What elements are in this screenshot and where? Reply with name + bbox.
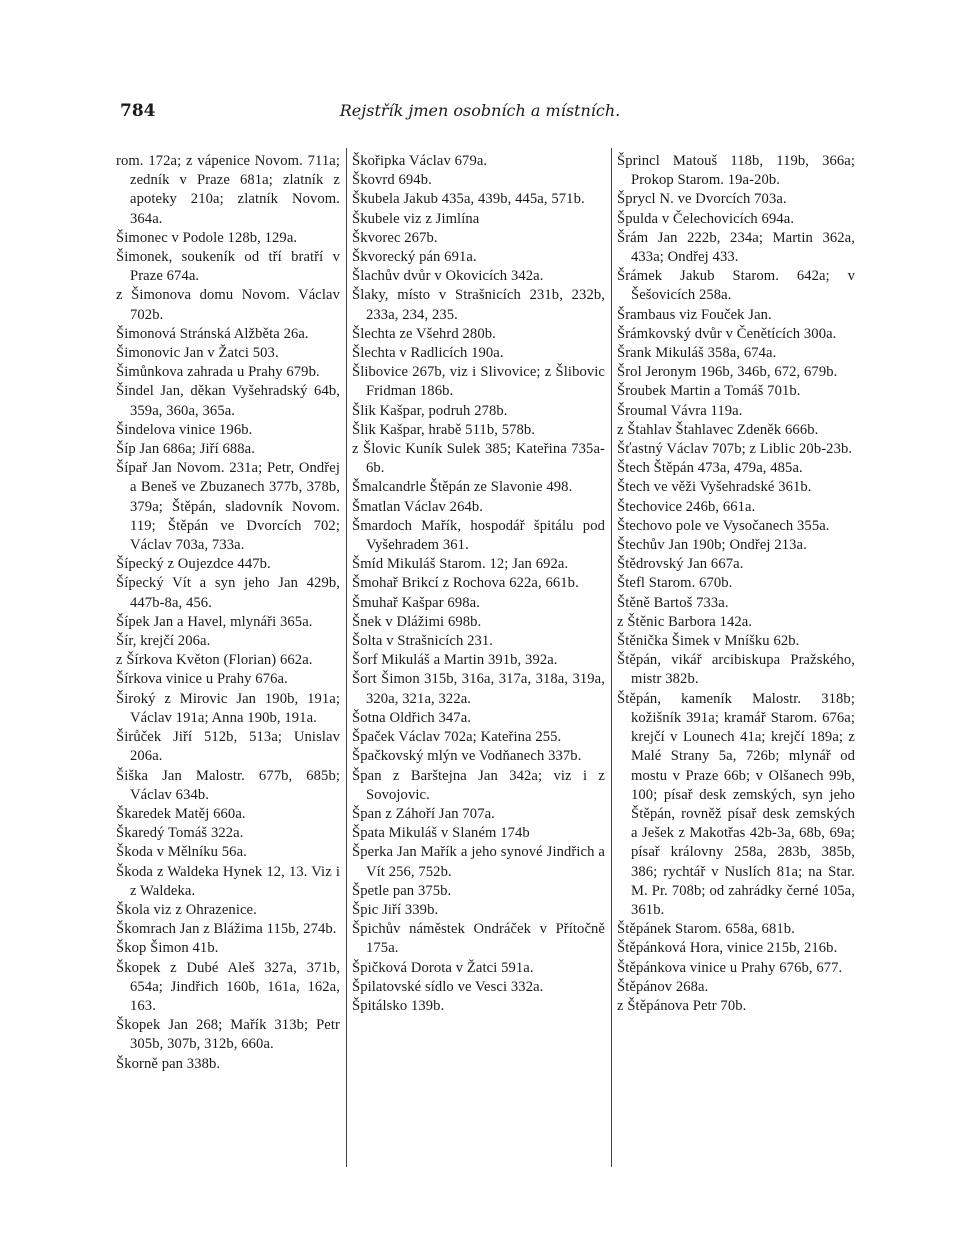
- index-entry: Šírkova vinice u Prahy 676a.: [116, 671, 288, 688]
- index-entry: Škvorec 267b.: [352, 229, 438, 246]
- index-entry: Šindel Jan, děkan Vyšehradský 64b, 359a, 360a, 365a.: [116, 383, 340, 419]
- index-entry: Štěně Bartoš 733a.: [617, 594, 729, 611]
- index-entry: Štěpánek Starom. 658a, 681b.: [617, 921, 795, 938]
- index-entry: Šprincl Matouš 118b, 119b, 366a; Prokop Starom. 19a-20b.: [617, 153, 855, 189]
- index-entry: Šrámek Jakub Starom. 642a; v Šešovicích 258a.: [617, 268, 855, 304]
- index-entry: Šlik Kašpar, podruh 278b.: [352, 402, 508, 419]
- index-entry: Špačkovský mlýn ve Vodňanech 337b.: [352, 748, 582, 765]
- index-entry: Šimůnkova zahrada u Prahy 679b.: [116, 364, 320, 381]
- index-entry: Špičková Dorota v Žatci 591a.: [352, 959, 534, 976]
- index-entry: Štech ve věži Vyšehradské 361b.: [617, 479, 812, 496]
- index-entry: Šimonek, soukeník od tří bratří v Praze 674a.: [116, 249, 340, 285]
- index-entry: Široký z Mirovic Jan 190b, 191a; Václav 191a; Anna 190b, 191a.: [116, 690, 340, 726]
- index-entry: Šmíd Mikuláš Starom. 12; Jan 692a.: [352, 556, 569, 573]
- index-entry: Šípecký Vít a syn jeho Jan 429b, 447b-8a, 456.: [116, 575, 340, 611]
- index-entry: Škopek z Dubé Aleš 327a, 371b, 654a; Jindřich 160b, 161a, 162a, 163.: [116, 959, 340, 1014]
- index-entry: Škoda v Mělníku 56a.: [116, 844, 247, 861]
- index-entry: Špitálsko 139b.: [352, 997, 445, 1014]
- index-entry: z Šírkova Květon (Florian) 662a.: [116, 652, 313, 669]
- index-entry: Šlik Kašpar, hrabě 511b, 578b.: [352, 421, 536, 438]
- index-entry: Štech Štěpán 473a, 479a, 485a.: [617, 460, 803, 477]
- index-entry: Škořipka Václav 679a.: [352, 153, 488, 169]
- index-entry: Štěpánková Hora, vinice 215b, 216b.: [617, 940, 838, 957]
- index-column-middle: [352, 152, 605, 1016]
- index-entry: Šort Šimon 315b, 316a, 317a, 318a, 319a, 320a, 321a, 322a.: [352, 671, 605, 707]
- index-entry: Šrám Jan 222b, 234a; Martin 362a, 433a; Ondřej 433.: [617, 229, 855, 266]
- index-entry: Škaredý Tomáš 322a.: [116, 825, 244, 842]
- index-entry: Šípař Jan Novom. 231a; Petr, Ondřej a Beneš ve Zbuzanech 377b, 378b, 379a; Štěpán, sladovník Novom. 119; Štěpán ve Dvorcích 702; Václav 703a, 733a.: [116, 460, 340, 554]
- index-entry: Šmohař Brikcí z Rochova 622a, 661b.: [352, 575, 579, 592]
- column-divider: [346, 148, 347, 1167]
- index-entry: Špan z Záhoří Jan 707a.: [352, 805, 495, 822]
- index-entry: Štěpán, kameník Malostr. 318b; kožišník 391a; kramář Starom. 676a; krejčí v Lounech 41a; krejčí 189a; z Malé Strany 5a, 726b; mlynář od mostu v Praze 66b; v Olšanech 99b, 100; písař desk zemských, syn jeho Štěpán, rovněž písař desk zemských a Ješek z Makotřas 42b-3a, 68b, 69a; písař královny 258a, 283b, 385b, 386; rychtář v Nuslích 81a; na Star. M. Pr. 708b; od zahrádky černé 105a, 361b.: [617, 690, 855, 918]
- index-entry: Šorf Mikuláš a Martin 391b, 392a.: [352, 652, 558, 669]
- index-entry: Šrambaus viz Fouček Jan.: [617, 306, 772, 323]
- index-column-right: [617, 152, 855, 1016]
- index-entry: Šprycl N. ve Dvorcích 703a.: [617, 191, 787, 208]
- index-entry: Šlaky, místo v Strašnicích 231b, 232b, 233a, 234, 235.: [352, 287, 605, 323]
- index-entry: Škaredek Matěj 660a.: [116, 805, 246, 822]
- index-entry: Šlibovice 267b, viz i Slivovice; z Šlibovic Fridman 186b.: [352, 364, 605, 400]
- index-entry: Šlechta v Radlicích 190a.: [352, 345, 504, 362]
- index-entry: rom. 172a; z vápenice Novom. 711a; zedník v Praze 681a; zlatník z apoteky 210a; zlatník Novom. 364a.: [116, 153, 340, 227]
- index-entry: z Štěpánova Petr 70b.: [617, 997, 747, 1014]
- index-entry: z Štěnic Barbora 142a.: [617, 613, 753, 630]
- index-entry: Špaček Václav 702a; Kateřina 255.: [352, 729, 562, 746]
- index-entry: Šiška Jan Malostr. 677b, 685b; Václav 634b.: [116, 767, 340, 803]
- index-entry: Škoda z Waldeka Hynek 12, 13. Viz i z Waldeka.: [116, 863, 340, 899]
- index-entry: Štěpánkova vinice u Prahy 676b, 677.: [617, 959, 843, 976]
- index-entry: Štechovice 246b, 661a.: [617, 498, 756, 515]
- index-entry: Šimonová Stránská Alžběta 26a.: [116, 325, 309, 342]
- index-entry: Škorně pan 338b.: [116, 1055, 221, 1072]
- index-entry: Šmalcandrle Štěpán ze Slavonie 498.: [352, 479, 573, 496]
- index-entry: Šrank Mikuláš 358a, 674a.: [617, 345, 777, 362]
- index-entry: Špic Jiří 339b.: [352, 901, 439, 918]
- index-entry: Šíp Jan 686a; Jiří 688a.: [116, 441, 256, 458]
- index-entry: Špichův náměstek Ondráček v Přítočně 175a.: [352, 921, 605, 957]
- index-entry: Šípecký z Oujezdce 447b.: [116, 556, 271, 573]
- index-entry: Štěnička Šimek v Mníšku 62b.: [617, 633, 800, 650]
- index-entry: Špan z Barštejna Jan 342a; viz i z Sovojovic.: [352, 767, 605, 803]
- index-entry: Šotna Oldřich 347a.: [352, 709, 472, 726]
- index-entry: Šmatlan Václav 264b.: [352, 498, 484, 515]
- index-entry: Šroubek Martin a Tomáš 701b.: [617, 383, 801, 400]
- index-entry: Škubele viz z Jimlína: [352, 210, 480, 227]
- index-entry: Šťastný Václav 707b; z Liblic 20b-23b.: [617, 441, 853, 458]
- column-divider: [611, 148, 612, 1167]
- index-entry: Šimonec v Podole 128b, 129a.: [116, 229, 298, 246]
- index-entry: Škovrd 694b.: [352, 172, 432, 189]
- index-column-left: [116, 152, 340, 1074]
- index-entry: Širůček Jiří 512b, 513a; Unislav 206a.: [116, 729, 340, 765]
- index-entry: Štědrovský Jan 667a.: [617, 556, 744, 573]
- index-entry: Šípek Jan a Havel, mlynáři 365a.: [116, 613, 313, 630]
- index-entry: Šrámkovský dvůr v Čenětících 300a.: [617, 325, 837, 342]
- index-entry: Špetle pan 375b.: [352, 882, 452, 899]
- index-entry: Štechův Jan 190b; Ondřej 213a.: [617, 537, 807, 554]
- index-entry: Šrol Jeronym 196b, 346b, 672, 679b.: [617, 364, 838, 381]
- index-entry: Štechovo pole ve Vysočanech 355a.: [617, 517, 830, 534]
- index-entry: Škubela Jakub 435a, 439b, 445a, 571b.: [352, 191, 585, 208]
- index-entry: Škvorecký pán 691a.: [352, 249, 477, 266]
- index-entry: Špilatovské sídlo ve Vesci 332a.: [352, 978, 544, 995]
- index-entry: z Štahlav Štahlavec Zdeněk 666b.: [617, 421, 819, 438]
- index-entry: Šlechta ze Všehrd 280b.: [352, 325, 496, 342]
- index-entry: Šimonovic Jan v Žatci 503.: [116, 345, 279, 362]
- index-entry: Špata Mikuláš v Slaném 174b: [352, 825, 530, 842]
- index-entry: Šolta v Strašnicích 231.: [352, 633, 494, 650]
- index-entry: Škola viz z Ohrazenice.: [116, 901, 257, 918]
- index-entry: Šindelova vinice 196b.: [116, 421, 253, 438]
- index-entry: z Šlovic Kuník Sulek 385; Kateřina 735a-6b.: [352, 441, 605, 477]
- index-entry: Šmuhař Kašpar 698a.: [352, 594, 480, 611]
- index-entry: Štěpán, vikář arcibiskupa Pražského, mistr 382b.: [617, 652, 855, 688]
- index-entry: Šnek v Dlážimi 698b.: [352, 613, 482, 630]
- index-entry: Štefl Starom. 670b.: [617, 575, 733, 592]
- index-entry: Šroumal Vávra 119a.: [617, 402, 743, 419]
- index-entry: Škop Šimon 41b.: [116, 940, 219, 957]
- page-number: 784: [120, 101, 156, 121]
- running-title: Rejstřík jmen osobních a místních.: [339, 101, 621, 120]
- index-entry: Šmardoch Mařík, hospodář špitálu pod Vyšehradem 361.: [352, 517, 605, 554]
- index-entry: Špulda v Čelechovicích 694a.: [617, 210, 795, 227]
- index-entry: Štěpánov 268a.: [617, 978, 709, 995]
- index-entry: Škopek Jan 268; Mařík 313b; Petr 305b, 307b, 312b, 660a.: [116, 1017, 340, 1053]
- index-entry: Šperka Jan Mařík a jeho synové Jindřich a Vít 256, 752b.: [352, 844, 605, 880]
- index-entry: Šlachův dvůr v Okovicích 342a.: [352, 268, 544, 285]
- index-entry: Šír, krejčí 206a.: [116, 633, 211, 650]
- index-entry: Škomrach Jan z Blážima 115b, 274b.: [116, 921, 337, 938]
- index-entry: z Šimonova domu Novom. Václav 702b.: [116, 287, 340, 323]
